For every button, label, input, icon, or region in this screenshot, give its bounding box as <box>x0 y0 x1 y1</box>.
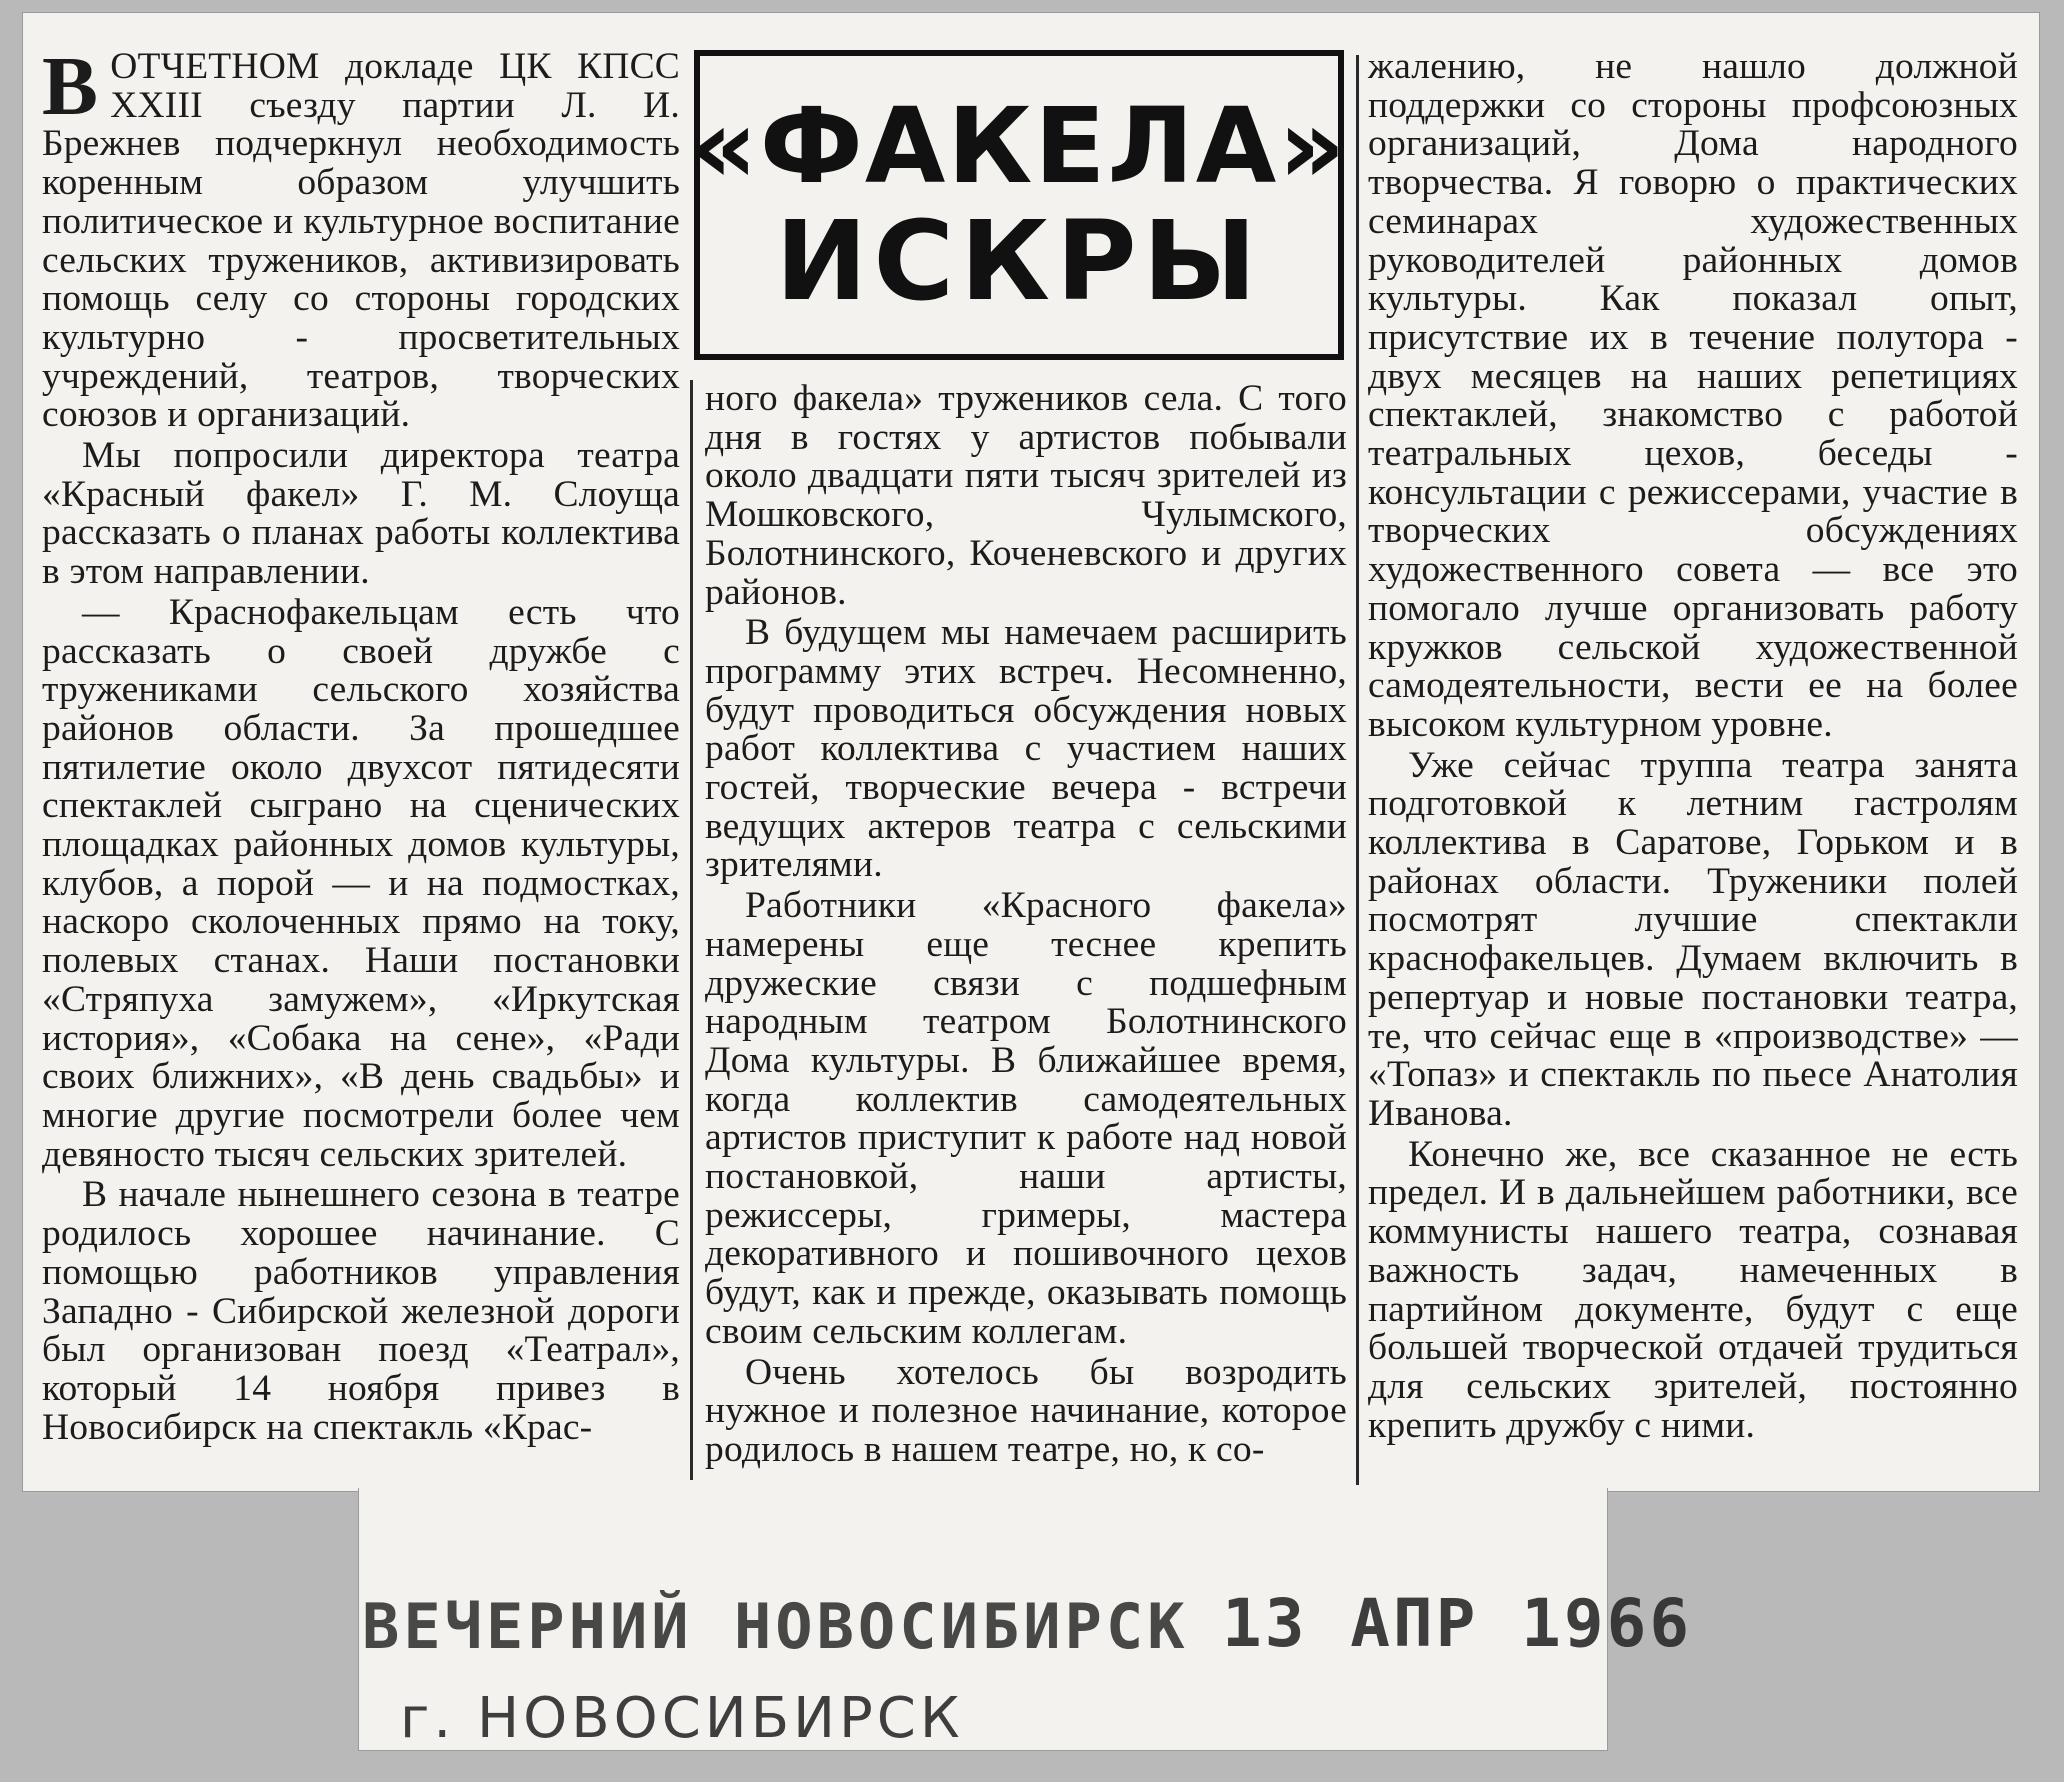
article-column-3 <box>1368 48 2018 1447</box>
headline-line-2: ИСКРЫ <box>775 197 1263 325</box>
paragraph: Уже сейчас труппа театра занята подготовкой к летним гастролям коллектива в Саратове, Горьком и в районах области. Труженики полей посмотрят лучшие спектакли краснофакельцев. Думаем включить в репертуар и новые постановки театра, те, что сейчас еще в «производстве» — «Топаз» и спектакль по пьесе Анатолия Иванова. <box>1368 744 2018 1134</box>
paragraph: Очень хотелось бы возродить нужное и полезное начинание, которое родилось в нашем театре, но, к со- <box>705 1351 1347 1470</box>
paragraph: Мы попросили директора театра «Красный факел» Г. М. Слоуща рассказать о планах работы коллектива в этом направлении. <box>42 435 680 593</box>
stamp-city: г. НОВОСИБИРСК <box>400 1686 964 1751</box>
headline-box <box>690 50 1348 360</box>
stamp-date: 13 АПР 1966 <box>1222 1585 1693 1662</box>
article-column-1 <box>42 40 680 1449</box>
column-divider-2 <box>1356 55 1359 1485</box>
paragraph: В начале нынешнего сезона в театре родилось хорошее начинание. С помощью работников управления Западно - Сибирской железной дороги был организован поезд «Театрал», который 14 ноября привез в Новосибирск на спектакль «Крас- <box>42 1174 680 1448</box>
drop-cap: В <box>42 40 99 133</box>
paragraph: Работники «Красного факела» намерены еще теснее крепить дружеские связи с подшефным народным театром Болотнинского Дома культуры. В ближайшее время, когда коллектив самодеятельных артистов приступит к работе над новой постановкой, наши артисты, режиссеры, гримеры, мастера декоративного и пошивочного цехов будут, как и прежде, оказывать помощь своим сельским коллегам. <box>705 885 1347 1352</box>
paragraph: ного факела» тружеников села. С того дня в гостях у артистов побывали около двадцати пяти тысяч зрителей из Мошковского, Чулымского, Болотнинского, Коченевского и других районов. <box>705 378 1347 613</box>
paragraph: В будущем мы намечаем расширить программу этих встреч. Несомненно, будут проводиться обсуждения новых работ коллектива с участием наших гостей, творческие вечера - встречи ведущих актеров театра с сельскими зрителями. <box>705 612 1347 886</box>
paragraph: Конечно же, все сказанное не есть предел. И в дальнейшем работники, все коммунисты нашего театра, сознавая важность задач, намеченных в партийном документе, будут с еще большей творческой отдачей трудиться для сельских зрителей, постоянно крепить дружбу с ними. <box>1368 1133 2018 1446</box>
stamp-newspaper-name: ВЕЧЕРНИЙ НОВОСИБИРСК <box>362 1590 1189 1663</box>
paragraph: ВОТЧЕТНОМ докладе ЦК КПСС XXIII съезду партии Л. И. Брежнев подчеркнул необходимость коренным образом улучшить политическое и культурное воспитание сельских тружеников, активизировать помощь селу со стороны городских культурно - просветительных учреждений, театров, творческих союзов и организаций. <box>42 40 680 436</box>
column-divider-1 <box>690 380 693 1480</box>
paragraph: — Краснофакельцам есть что рассказать о своей дружбе с тружениками сельского хозяйства районов области. За прошедшее пятилетие около двухсот пятидесяти спектаклей сыграно на сценических площадках районных домов культуры, клубов, а порой — и на подмостках, наскоро сколоченных прямо на току, полевых станах. Наши постановки «Стряпуха замужем», «Иркутская история», «Собака на сене», «Ради своих ближних», «В день свадьбы» и многие другие посмотрели более чем девяносто тысяч сельских зрителей. <box>42 591 680 1175</box>
article-column-2 <box>705 380 1347 1472</box>
paragraph: жалению, не нашло должной поддержки со стороны профсоюзных организаций, Дома народного творчества. Я говорю о практических семинарах художественных руководителей районных домов культуры. Как показал опыт, присутствие их в течение полутора - двух месяцев на наших репетициях спектаклей, знакомство с работой театральных цехов, беседы - консультации с режиссерами, участие в творческих обсуждениях художественного совета — все это помогало лучше организовать работу кружков сельской художественной самодеятельности, вести ее на более высоком культурном уровне. <box>1368 46 2018 745</box>
headline-line-1: «ФАКЕЛА» <box>690 85 1348 207</box>
